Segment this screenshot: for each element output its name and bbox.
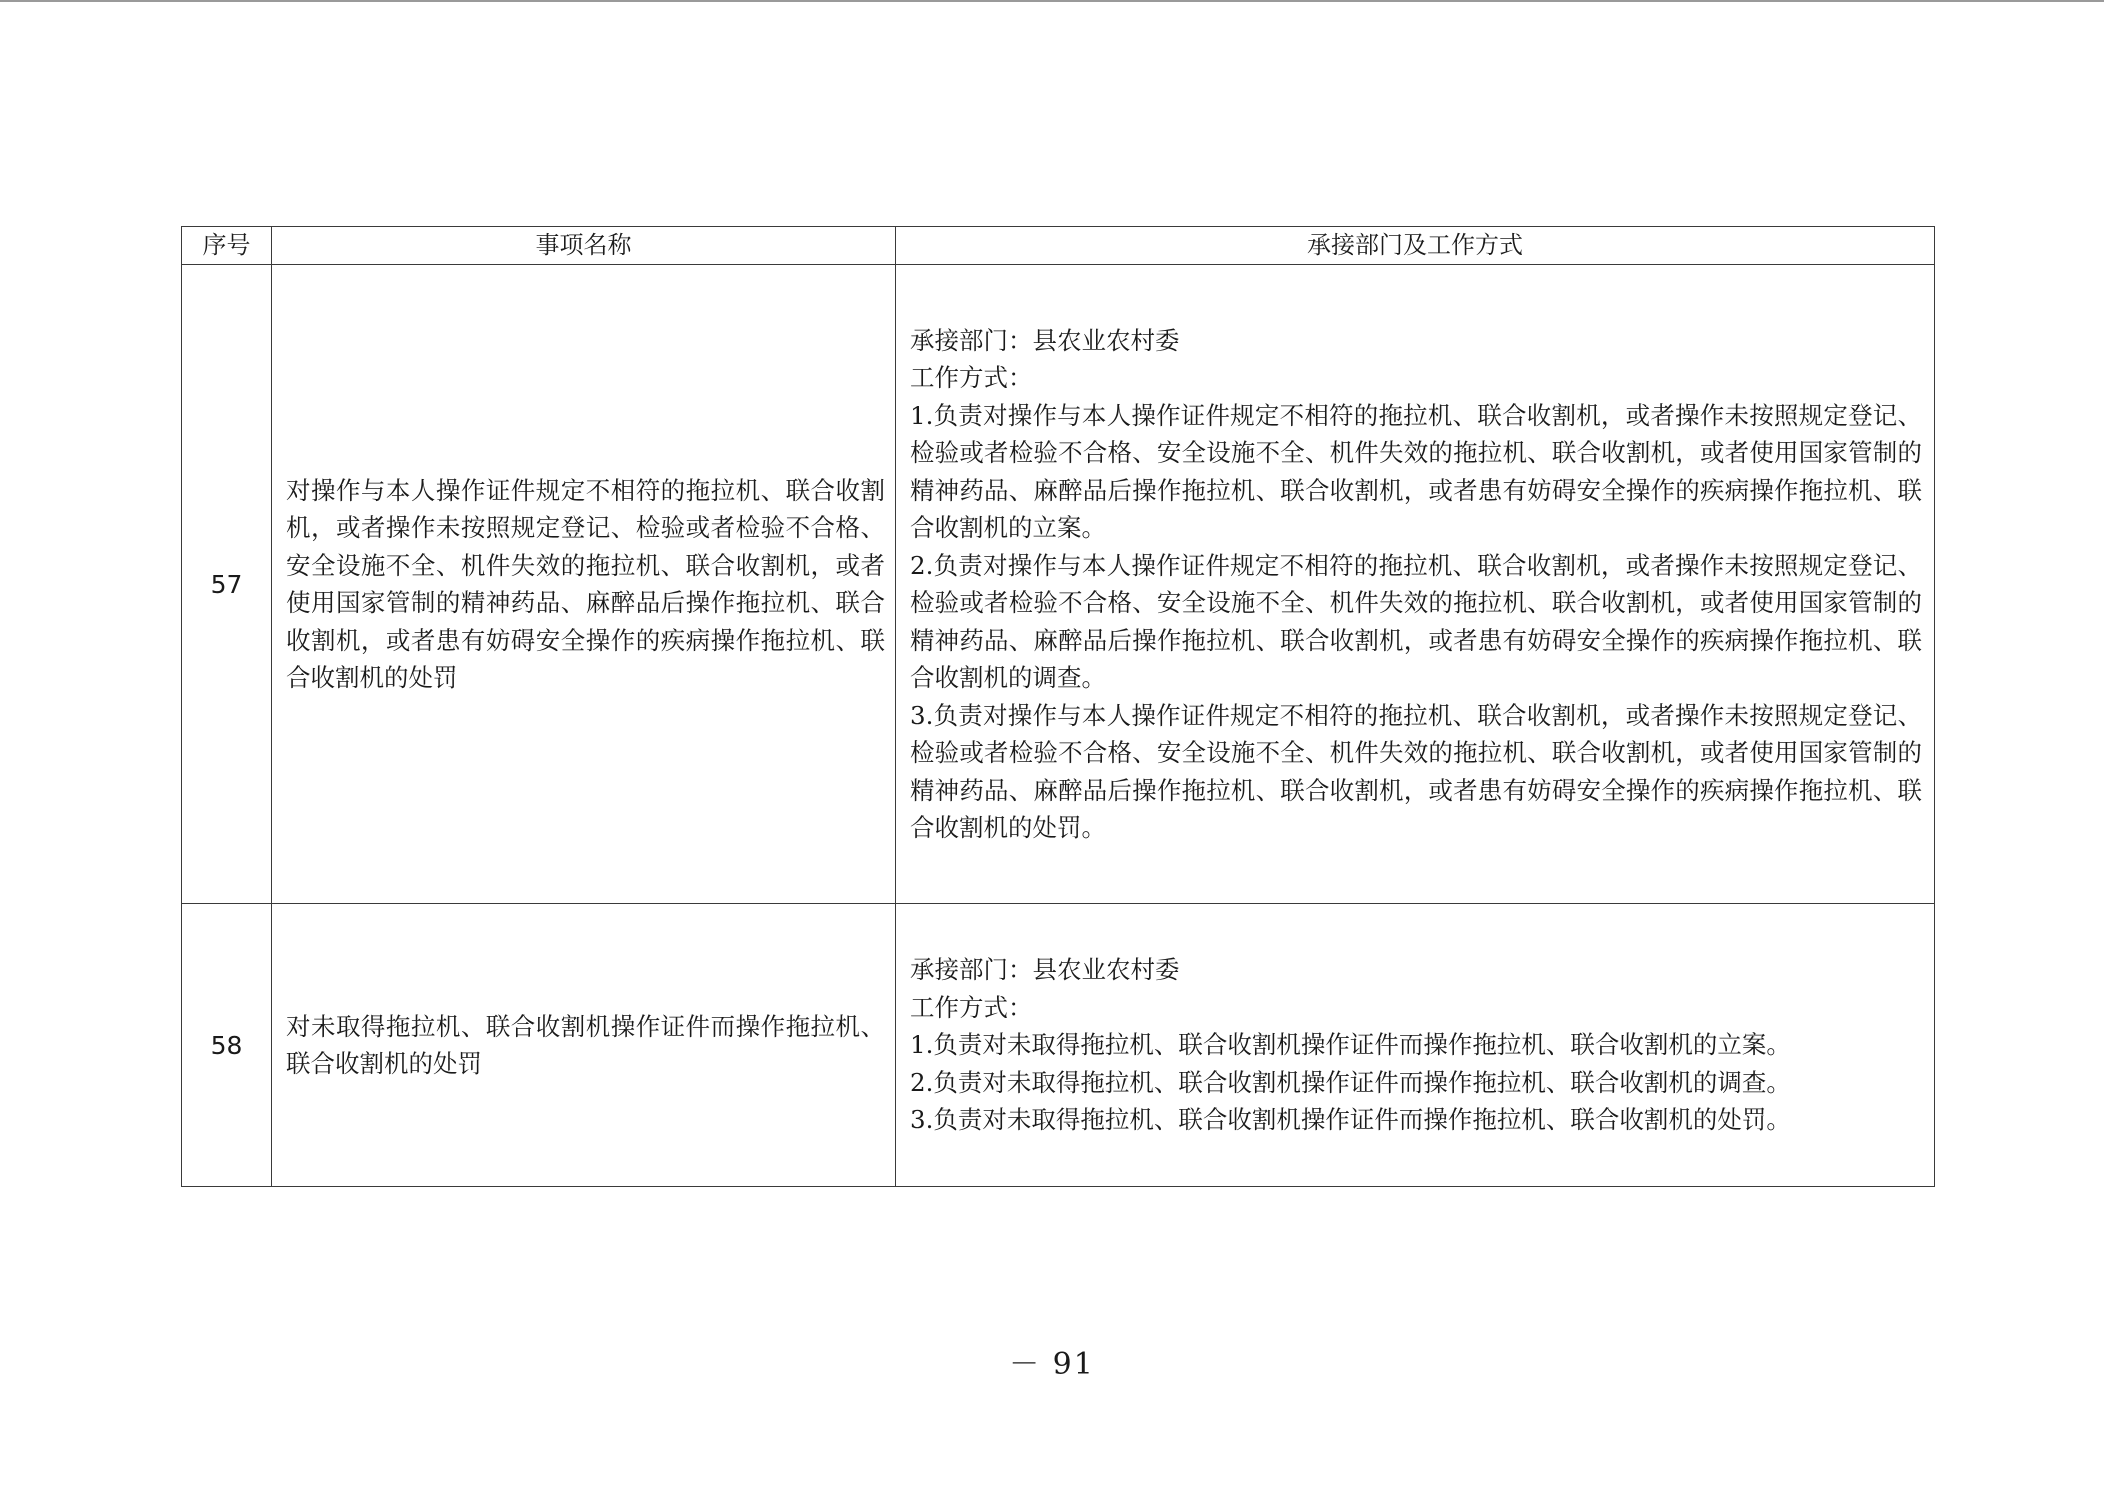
method-item: 3.负责对未取得拖拉机、联合收割机操作证件而操作拖拉机、联合收割机的处罚。 <box>910 1105 1791 1135</box>
top-border-line <box>0 0 2104 2</box>
method-label: 工作方式： <box>910 363 1033 392</box>
header-seq: 序号 <box>182 227 272 265</box>
row-dept-method <box>896 904 1935 1187</box>
table-header-row <box>182 227 1935 265</box>
table-row <box>182 904 1935 1187</box>
table-row <box>182 265 1935 904</box>
method-item: 2.负责对操作与本人操作证件规定不相符的拖拉机、联合收割机，或者操作未按照规定登记、检验或者检验不合格、安全设施不全、机件失效的拖拉机、联合收割机，或者使用国家管制的精神药品、麻醉品后操作拖拉机、联合收割机，或者患有妨碍安全操作的疾病操作拖拉机、联合收割机的调查。 <box>910 550 1922 692</box>
method-item: 3.负责对操作与本人操作证件规定不相符的拖拉机、联合收割机，或者操作未按照规定登记、检验或者检验不合格、安全设施不全、机件失效的拖拉机、联合收割机，或者使用国家管制的精神药品、麻醉品后操作拖拉机、联合收割机，或者患有妨碍安全操作的疾病操作拖拉机、联合收割机的处罚。 <box>910 700 1922 842</box>
method-item: 1.负责对未取得拖拉机、联合收割机操作证件而操作拖拉机、联合收割机的立案。 <box>910 1030 1791 1060</box>
matters-table <box>181 226 1935 1187</box>
method-item: 2.负责对未取得拖拉机、联合收割机操作证件而操作拖拉机、联合收割机的调查。 <box>910 1067 1791 1097</box>
dept-line: 承接部门：县农业农村委 <box>910 955 1180 985</box>
row-matter-name: 对未取得拖拉机、联合收割机操作证件而操作拖拉机、联合收割机的处罚 <box>272 904 896 1187</box>
method-item: 1.负责对操作与本人操作证件规定不相符的拖拉机、联合收割机，或者操作未按照规定登记、检验或者检验不合格、安全设施不全、机件失效的拖拉机、联合收割机，或者使用国家管制的精神药品、麻醉品后操作拖拉机、联合收割机，或者患有妨碍安全操作的疾病操作拖拉机、联合收割机的立案。 <box>910 400 1922 542</box>
row-matter-name: 对操作与本人操作证件规定不相符的拖拉机、联合收割机，或者操作未按照规定登记、检验或者检验不合格、安全设施不全、机件失效的拖拉机、联合收割机，或者使用国家管制的精神药品、麻醉品后操作拖拉机、联合收割机，或者患有妨碍安全操作的疾病操作拖拉机、联合收割机的处罚 <box>272 265 896 904</box>
method-label: 工作方式： <box>910 992 1033 1022</box>
dept-line: 承接部门：县农业农村委 <box>910 325 1180 355</box>
page-number: － 91 <box>1009 1347 1095 1382</box>
header-name: 事项名称 <box>272 227 896 265</box>
header-dept: 承接部门及工作方式 <box>896 227 1935 265</box>
row-seq: 58 <box>182 904 272 1187</box>
row-dept-method <box>896 265 1935 904</box>
row-seq: 57 <box>182 265 272 904</box>
